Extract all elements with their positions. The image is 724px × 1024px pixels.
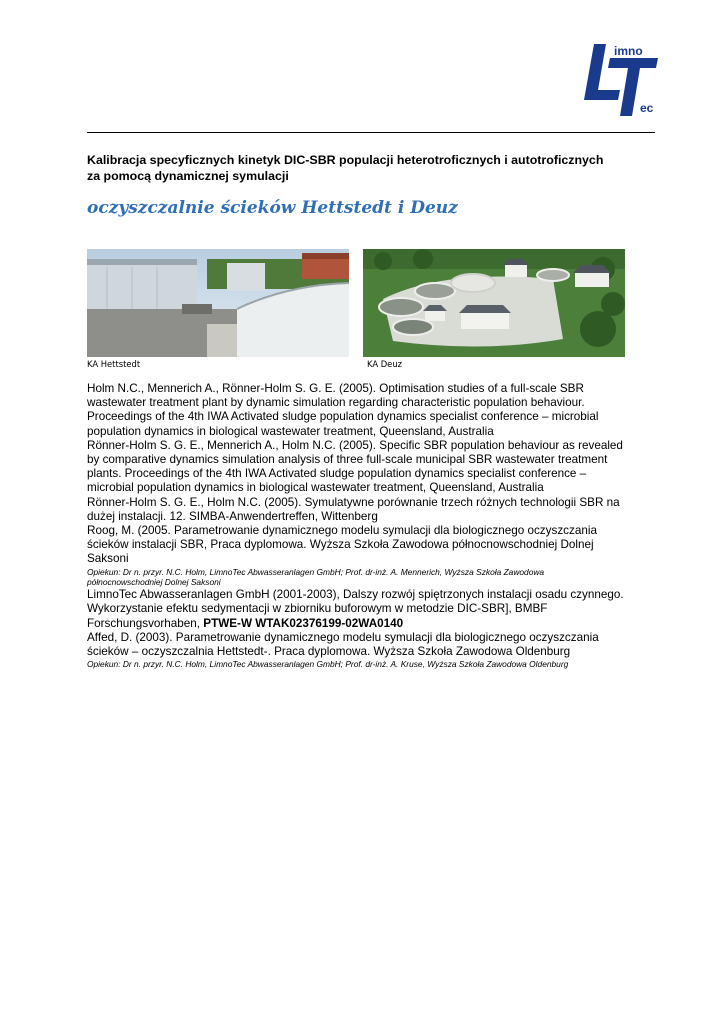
ref-line: Proceedings of the 4th IWA Activated sludge population dynamics specialist conference – microbial [87,410,599,424]
ref-line: Saksoni [87,552,129,566]
photo-hettstedt [87,249,349,357]
reference-5 [87,588,657,631]
header-rule [87,132,655,133]
reference-2 [87,439,657,496]
ref-line: wastewater treatment plant by dynamic simulation regarding characteristic population behaviour. [87,396,585,410]
references-list [87,382,657,670]
ref-line: ścieków – oczyszczalnia Hettstedt-. Praca dyplomowa. Wyższa Szkoła Zawodowa Oldenburg [87,645,571,659]
photo-deuz [363,249,625,357]
ref-line: Affed, D. (2003). Parametrowanie dynamicznego modelu symulacji dla biologicznego oczyszczania [87,630,599,644]
reference-1 [87,382,657,439]
ref-line: Rönner-Holm S. G. E., Mennerich A., Holm N.C. (2005). Specific SBR population behaviour as revealed [87,438,623,452]
reference-6-supervisor-note [87,659,657,670]
logo-text-bottom: ec [640,101,654,115]
heading-line-2: za pomocą dynamicznej symulacji [87,169,289,183]
reference-3 [87,496,657,524]
ref-line: LimnoTec Abwasseranlagen GmbH (2001-2003), Dalszy rozwój spiętrzonych instalacji osadu czynnego. [87,588,624,602]
limnotec-logo [580,44,660,116]
caption-deuz: KA Deuz [367,359,403,369]
logo-text-top: imno [614,44,643,58]
ref-line: ścieków instalacji SBR, Praca dyplomowa. Wyższa Szkoła Zawodowa północnowschodniej Dolnej [87,538,594,552]
note-line: Opiekun: Dr n. przyr. N.C. Holm, LimnoTec Abwasseranlagen GmbH; Prof. dr-inż. A. Kruse, Wyższa Szkoła Zawodowa Oldenburg [87,659,569,670]
ref-line: Forschungsvorhaben, [87,616,204,630]
ref-line: Rönner-Holm S. G. E., Holm N.C. (2005). Symulatywne porównanie trzech różnych technologii SBR na [87,495,620,509]
ref-line: microbial population dynamics in biological wastewater treatment, Queensland, Australia [87,481,544,495]
ref-line: plants. Proceedings of the 4th IWA Activated sludge population dynamics specialist conference – [87,467,587,481]
document-heading [87,152,657,184]
note-line: Opiekun: Dr n. przyr. N.C. Holm, LimnoTec Abwasseranlagen GmbH; Prof. dr-inż. A. Mennerich, Wyższa Szkoła Zawodowa [87,566,545,577]
project-number: PTWE-W WTAK02376199-02WA0140 [203,616,404,630]
ref-line: Holm N.C., Mennerich A., Rönner-Holm S. G. E. (2005). Optimisation studies of a full-scale SBR [87,382,584,395]
document-subtitle: oczyszczalnie ścieków Hettstedt i Deuz [87,198,458,218]
note-line: północnowschodniej Dolnej Saksoni [87,577,221,588]
ref-line: Wykorzystanie efektu sedymentacji w zbiorniku buforowym w metodzie DIC-SBR], BMBF [87,602,548,616]
ref-line: Roog, M. (2005. Parametrowanie dynamicznego modelu symulacji dla biologicznego oczyszczania [87,524,597,538]
ref-line: population dynamics in biological wastewater treatment, Queensland, Australia [87,424,494,438]
ref-line: by comparative dynamics simulation analysis of three full-scale municipal SBR wastewater treatment [87,453,608,467]
reference-6 [87,631,657,659]
heading-line-1: Kalibracja specyficznych kinetyk DIC-SBR populacji heterotroficznych i autotroficznych [87,153,604,167]
reference-4-supervisor-note [87,567,657,589]
reference-4 [87,524,657,567]
ref-line: dużej instalacji. 12. SIMBA-Anwendertreffen, Wittenberg [87,509,378,523]
caption-hettstedt: KA Hettstedt [87,359,141,369]
